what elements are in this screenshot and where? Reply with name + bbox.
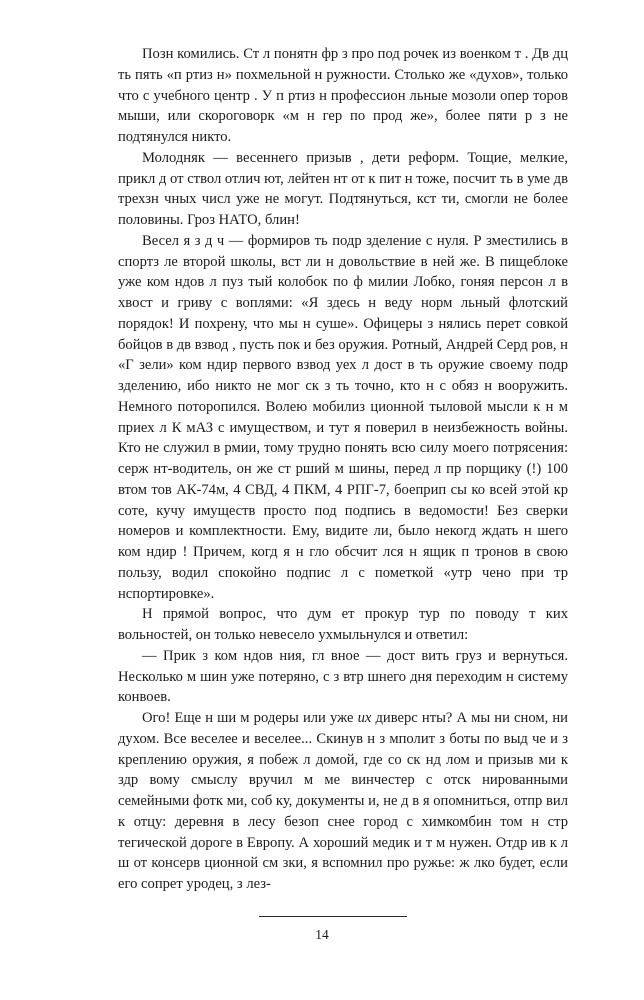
paragraph: Молодняк — весеннего призыв , дети реформ. Тощие, мелкие, прикл д от ствол отлич ют, лейтен нт от к пит н тоже, посчит ть в уме дв трехзн чных числ уже не могут. Подтянуться, кст ти, смогли не более половины. Гроз НАТО, блин!	[118, 149, 568, 228]
footer-divider	[259, 916, 407, 917]
paragraph: Н прямой вопрос, что дум ет прокур тур по поводу т ких вольностей, он только невесело ухмыльнулся и ответил:	[118, 606, 568, 643]
paragraph-last	[118, 708, 568, 895]
page-number: 14	[315, 927, 329, 942]
paragraph-last-before: Ого! Еще н ши м родеры или уже	[142, 710, 354, 726]
paragraph-last-after: диверс нты? А мы ни сном, ни духом. Все веселее и веселее... Скинув н з мполит з боты по выд че и з креплению оружия, я побеж л домой, где со ск нд лом и призыв ми к здр вому смыслу вручил м ме винчестер с отск нированными семейными фотк ми, соб ку, документы и, не д в я опомниться, отпр вил к отцу: деревня в лесу безоп снее город с химкомбин том н стр тегической дороге в Европу. А хороший медик и т м нужен. Отдр ив к л ш от консерв ционной см зки, я вспомнил про ружье: ж лко будет, если его сопрет уродец, з лез-	[118, 710, 568, 892]
body-text	[118, 44, 568, 895]
paragraph: Позн комились. Ст л понятн фр з про под рочек из военком т . Дв дц ть пять «п ртиз н» похмельной н ружности. Столько же «духов», только что с учебного центр . У п ртиз н профессион льные мозоли опер торов мыши, или скороговорк «м н гер по прод же», более пяти р з не подтянулся никто.	[118, 46, 568, 145]
italic-word: их	[357, 710, 372, 726]
paragraph: Весел я з д ч — формиров ть подр зделение с нуля. Р зместились в спортз ле второй школы, вст ли н довольствие в ней же. В пищеблоке уже ком ндов л пуз тый колобок по ф милии Лобко, гоняя персон л в хвост и гриву с воплями: «Я здесь н веду норм льный флотский порядок! И похрену, что мы н суше». Офицеры з нялись перет совкой бойцов в дв взвод , пусть пок и без оружия. Ротный, Андрей Серд ров, н «Г зели» ком ндир первого взвод уех л дост в ть оружие своему подр зделению, ибо никто не мог ск з ть точно, кто н с обяз н вооружить. Немного поторопился. Волею мобилиз ционной тыловой мысли к н м приех л К мАЗ с имуществом, и тут я поверил в неизбежность войны. Кто не служил в рмии, тому трудно понять всю силу моего потрясения: серж нт-водитель, он же ст рший м шины, перед л пр порщику (!) 100 втом тов АК-74м, 4 СВД, 4 ПКМ, 4 РПГ-7, боеприп сы ко всей этой кр соте, кучу имуществ просто под подпись в ведомости! Без сверки номеров и комплектности. Ему, видите ли, было некогд ждать н шего ком ндир ! Причем, когд я н гло обсчит лся н ящик п тронов в свою пользу, водил спокойно подпис л с пометкой «утр чено при тр нспортировке».	[118, 232, 568, 602]
dialogue-paragraph: — Прик з ком ндов ния, гл вное — дост вить груз и вернуться. Несколько м шин уже потеряно, с з втр шнего дня переходим н систему конвоев.	[118, 647, 568, 706]
